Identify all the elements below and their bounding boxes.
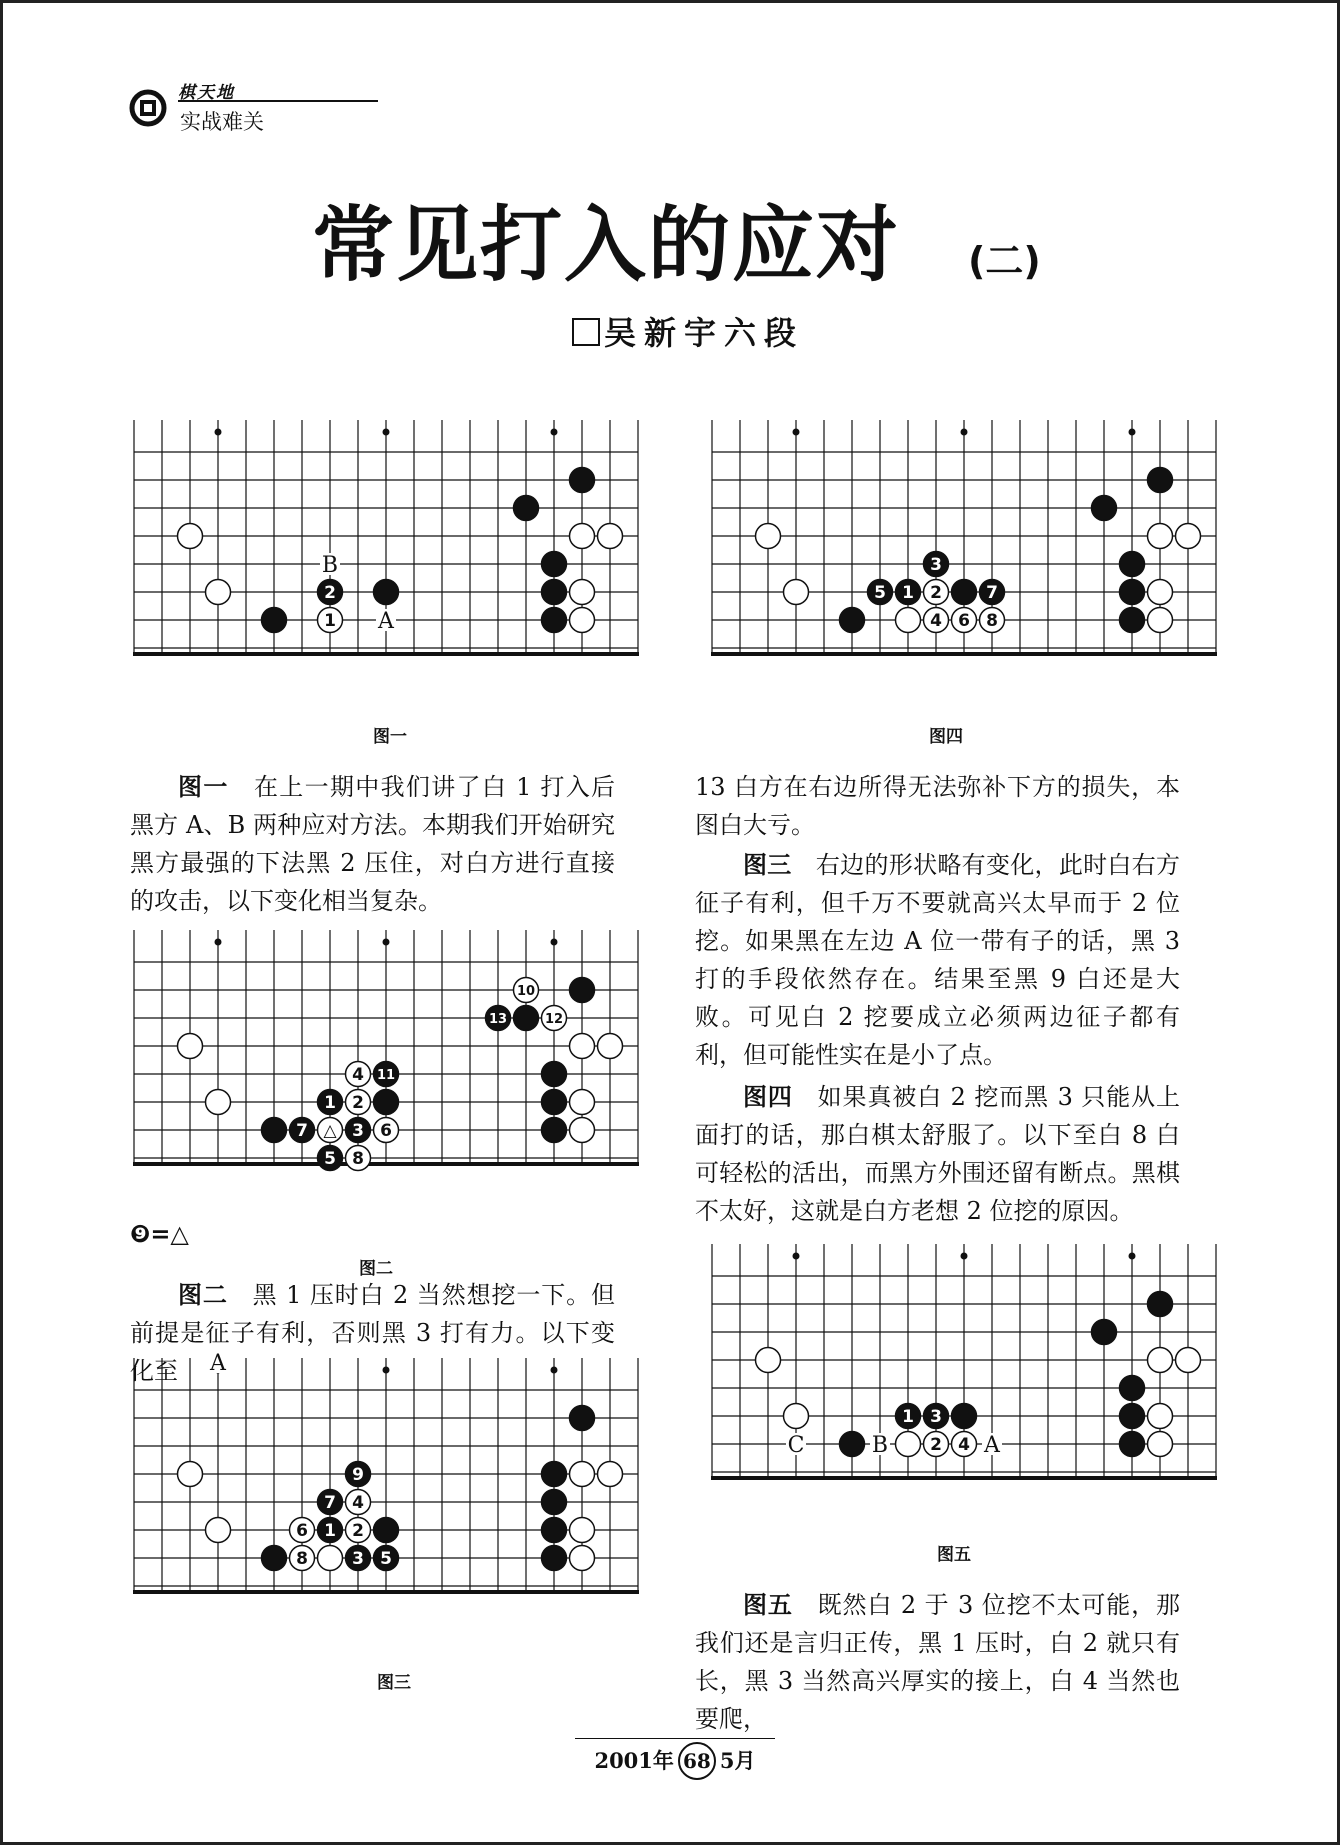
svg-text:8: 8 — [986, 611, 998, 631]
point-label: B — [871, 1433, 889, 1458]
white-stone — [1176, 524, 1201, 549]
magazine-logo-icon — [128, 88, 168, 128]
black-stone — [1120, 1432, 1145, 1457]
paragraph-fig2-label: 图二 — [178, 1281, 228, 1309]
figure-2-note: ❾=△ — [130, 1220, 189, 1248]
white-stone — [290, 1518, 315, 1543]
white-stone — [1148, 1404, 1173, 1429]
black-stone — [980, 580, 1005, 605]
white-stone — [346, 1518, 371, 1543]
star-point — [793, 1253, 800, 1260]
svg-text:2: 2 — [930, 1435, 942, 1455]
white-stone — [570, 1462, 595, 1487]
point-label: A — [210, 1351, 226, 1376]
black-stone — [1148, 468, 1173, 493]
paragraph-fig2-text: 黑 1 压时白 2 当然想挖一下。但前提是征子有利，否则黑 3 打有力。以下变化至 — [130, 1281, 616, 1385]
white-stone — [570, 1034, 595, 1059]
black-stone — [896, 580, 921, 605]
star-point — [383, 1367, 390, 1374]
paragraph-fig5 — [695, 1586, 1180, 1738]
white-stone — [1148, 608, 1173, 633]
svg-text:6: 6 — [958, 611, 970, 631]
star-point — [1129, 1253, 1136, 1260]
white-stone — [178, 1034, 203, 1059]
paragraph-fig4-text: 如果真被白 2 挖而黑 3 只能从上面打的话，那白棋太舒服了。以下至白 8 白可轻松的活出，而黑方外围还留有断点。黑棋不太好，这就是白方老想 2 位挖的原因。 — [695, 1083, 1181, 1225]
figure-3-caption: 图三 — [377, 1673, 411, 1693]
white-stone — [542, 1006, 567, 1031]
white-stone — [896, 1432, 921, 1457]
star-point — [383, 939, 390, 946]
svg-text:4: 4 — [352, 1493, 364, 1513]
black-stone — [346, 1118, 371, 1143]
black-stone — [924, 552, 949, 577]
black-stone — [840, 608, 865, 633]
go-board-figure-4 — [708, 420, 1218, 686]
white-stone — [346, 1090, 371, 1115]
star-point — [215, 939, 222, 946]
svg-text:12: 12 — [544, 1012, 564, 1027]
black-stone — [1120, 1404, 1145, 1429]
black-stone — [840, 1432, 865, 1457]
white-stone — [206, 1518, 231, 1543]
white-stone — [178, 524, 203, 549]
white-stone — [570, 580, 595, 605]
page-footer — [570, 1742, 780, 1780]
white-stone — [318, 1546, 343, 1571]
white-stone — [1148, 580, 1173, 605]
black-stone — [542, 1490, 567, 1515]
black-stone — [514, 496, 539, 521]
black-stone — [570, 1406, 595, 1431]
black-stone — [318, 1490, 343, 1515]
paragraph-fig4-label: 图四 — [743, 1083, 793, 1111]
point-label: A — [378, 609, 394, 634]
white-stone — [206, 580, 231, 605]
white-stone — [514, 978, 539, 1003]
go-board-figure-5 — [708, 1244, 1218, 1510]
svg-text:9: 9 — [352, 1465, 364, 1485]
black-stone — [542, 552, 567, 577]
white-stone — [570, 1546, 595, 1571]
paragraph-fig5-text: 既然白 2 于 3 位挖不太可能，那我们还是言归正传，黑 1 压时，白 2 就只有长，黑 3 当然高兴厚实的接上，白 4 当然也要爬， — [695, 1591, 1181, 1733]
star-point — [793, 429, 800, 436]
white-stone — [346, 1062, 371, 1087]
point-label: A — [984, 1433, 1000, 1458]
star-point — [551, 1367, 558, 1374]
paragraph-fig2-cont — [695, 768, 1180, 844]
black-stone — [570, 978, 595, 1003]
black-stone — [570, 468, 595, 493]
svg-text:7: 7 — [324, 1493, 336, 1513]
white-stone — [570, 524, 595, 549]
go-board-svg — [708, 420, 1218, 686]
header-rule — [178, 100, 378, 102]
black-stone — [374, 1062, 399, 1087]
go-board-figure-2 — [130, 930, 640, 1196]
black-stone — [542, 1118, 567, 1143]
black-stone — [262, 608, 287, 633]
white-stone — [206, 1090, 231, 1115]
footer-month: 5月 — [719, 1748, 756, 1773]
go-board-figure-1 — [130, 420, 640, 686]
go-board-svg — [130, 930, 640, 1196]
svg-text:3: 3 — [352, 1549, 364, 1569]
svg-text:6: 6 — [296, 1521, 308, 1541]
black-stone — [318, 1518, 343, 1543]
svg-text:5: 5 — [324, 1149, 336, 1169]
white-stone — [318, 608, 343, 633]
black-stone — [262, 1546, 287, 1571]
figure-4-caption: 图四 — [929, 727, 963, 747]
white-stone — [598, 1034, 623, 1059]
svg-text:6: 6 — [380, 1121, 392, 1141]
black-stone — [542, 580, 567, 605]
white-stone — [980, 608, 1005, 633]
svg-text:10: 10 — [516, 984, 536, 999]
black-stone — [374, 1090, 399, 1115]
svg-text:2: 2 — [352, 1521, 364, 1541]
article-title: 常见打入的应对 — [312, 198, 901, 293]
white-stone — [924, 1432, 949, 1457]
go-board-svg — [130, 420, 640, 686]
svg-text:3: 3 — [352, 1121, 364, 1141]
author-line — [572, 308, 804, 354]
white-stone — [1176, 1348, 1201, 1373]
figure-1-caption: 图一 — [373, 727, 407, 747]
black-stone — [374, 580, 399, 605]
white-stone — [374, 1118, 399, 1143]
white-stone — [598, 524, 623, 549]
svg-text:5: 5 — [380, 1549, 392, 1569]
go-board-svg — [708, 1244, 1218, 1510]
black-stone — [1120, 1376, 1145, 1401]
white-stone — [756, 1348, 781, 1373]
svg-text:7: 7 — [986, 583, 998, 603]
black-stone — [952, 580, 977, 605]
star-point — [383, 429, 390, 436]
white-stone — [952, 608, 977, 633]
svg-text:4: 4 — [930, 611, 942, 631]
star-point — [1129, 429, 1136, 436]
black-stone — [1120, 580, 1145, 605]
star-point — [961, 429, 968, 436]
white-stone — [896, 608, 921, 633]
star-point — [551, 429, 558, 436]
white-stone — [1148, 1348, 1173, 1373]
paragraph-fig3 — [695, 846, 1180, 1074]
svg-text:3: 3 — [930, 1407, 942, 1427]
black-stone — [346, 1546, 371, 1571]
go-board-svg — [130, 1351, 640, 1624]
black-stone — [374, 1546, 399, 1571]
go-board-figure-3 — [130, 1351, 640, 1624]
svg-text:8: 8 — [352, 1149, 364, 1169]
black-stone — [318, 1090, 343, 1115]
white-stone — [952, 1432, 977, 1457]
black-stone — [318, 580, 343, 605]
white-stone — [570, 1518, 595, 1543]
black-stone — [486, 1006, 511, 1031]
white-stone — [318, 1118, 343, 1143]
paragraph-fig5-label: 图五 — [743, 1591, 793, 1619]
black-stone — [542, 1090, 567, 1115]
svg-text:2: 2 — [930, 583, 942, 603]
svg-text:1: 1 — [324, 611, 336, 631]
footer-rule — [575, 1738, 775, 1739]
black-stone — [1148, 1292, 1173, 1317]
black-stone — [542, 1518, 567, 1543]
point-label: C — [787, 1433, 805, 1458]
figure-2-caption: 图二 — [359, 1259, 393, 1279]
author-name: 吴新宇六段 — [604, 314, 805, 352]
svg-text:2: 2 — [352, 1093, 364, 1113]
black-stone — [318, 1146, 343, 1171]
author-box-icon — [572, 318, 600, 346]
white-stone — [290, 1546, 315, 1571]
black-stone — [514, 1006, 539, 1031]
paragraph-fig3-label: 图三 — [743, 851, 792, 879]
svg-text:13: 13 — [488, 1012, 508, 1027]
star-point — [551, 939, 558, 946]
white-stone — [924, 580, 949, 605]
white-stone — [570, 1090, 595, 1115]
svg-text:△: △ — [323, 1121, 337, 1141]
svg-text:11: 11 — [376, 1068, 396, 1083]
black-stone — [1120, 608, 1145, 633]
white-stone — [784, 580, 809, 605]
svg-text:4: 4 — [958, 1435, 970, 1455]
black-stone — [1120, 552, 1145, 577]
white-stone — [784, 1404, 809, 1429]
svg-text:2: 2 — [324, 583, 336, 603]
svg-text:5: 5 — [874, 583, 886, 603]
svg-text:8: 8 — [296, 1549, 308, 1569]
black-stone — [374, 1518, 399, 1543]
figure-5-caption: 图五 — [937, 1545, 971, 1565]
white-stone — [346, 1146, 371, 1171]
black-stone — [924, 1404, 949, 1429]
svg-text:3: 3 — [930, 555, 942, 575]
black-stone — [542, 1062, 567, 1087]
page-number: 68 — [678, 1742, 716, 1780]
svg-text:1: 1 — [902, 1407, 914, 1427]
svg-text:1: 1 — [324, 1521, 336, 1541]
black-stone — [896, 1404, 921, 1429]
point-label: B — [321, 553, 339, 578]
white-stone — [570, 1118, 595, 1143]
paragraph-fig1-label: 图一 — [178, 773, 229, 801]
svg-text:4: 4 — [352, 1065, 364, 1085]
white-stone — [570, 608, 595, 633]
footer-year: 2001年 — [594, 1748, 674, 1773]
black-stone — [1092, 1320, 1117, 1345]
black-stone — [262, 1118, 287, 1143]
svg-text:7: 7 — [296, 1121, 308, 1141]
black-stone — [542, 1462, 567, 1487]
paragraph-fig2-cont-text: 13 白方在右边所得无法弥补下方的损失，本图白大亏。 — [695, 773, 1180, 839]
black-stone — [1092, 496, 1117, 521]
section-name: 实战难关 — [180, 110, 264, 134]
svg-text:1: 1 — [902, 583, 914, 603]
paragraph-fig4 — [695, 1078, 1180, 1230]
star-point — [961, 1253, 968, 1260]
paragraph-fig1-text: 在上一期中我们讲了白 1 打入后黑方 A、B 两种应对方法。本期我们开始研究黑方最强的下法黑 2 压住，对白方进行直接的攻击，以下变化相当复杂。 — [130, 773, 616, 915]
svg-text:1: 1 — [324, 1093, 336, 1113]
white-stone — [598, 1462, 623, 1487]
white-stone — [924, 608, 949, 633]
black-stone — [346, 1462, 371, 1487]
white-stone — [346, 1490, 371, 1515]
article-subtitle: (二) — [968, 239, 1041, 283]
star-point — [215, 429, 222, 436]
paragraph-fig3-text: 右边的形状略有变化，此时白右方征子有利，但千万不要就高兴太早而于 2 位挖。如果黑在左边 A 位一带有子的话，黑 3 打的手段依然存在。结果至黑 9 白还是大败。可见白 2 挖要成立必须两边征子都有利，但可能性实在是小了点。 — [695, 851, 1181, 1069]
white-stone — [178, 1462, 203, 1487]
black-stone — [952, 1404, 977, 1429]
black-stone — [542, 608, 567, 633]
white-stone — [756, 524, 781, 549]
paragraph-fig1 — [130, 768, 615, 920]
black-stone — [868, 580, 893, 605]
magazine-name: 棋天地 — [178, 83, 235, 103]
white-stone — [1148, 524, 1173, 549]
black-stone — [290, 1118, 315, 1143]
white-stone — [1148, 1432, 1173, 1457]
black-stone — [542, 1546, 567, 1571]
